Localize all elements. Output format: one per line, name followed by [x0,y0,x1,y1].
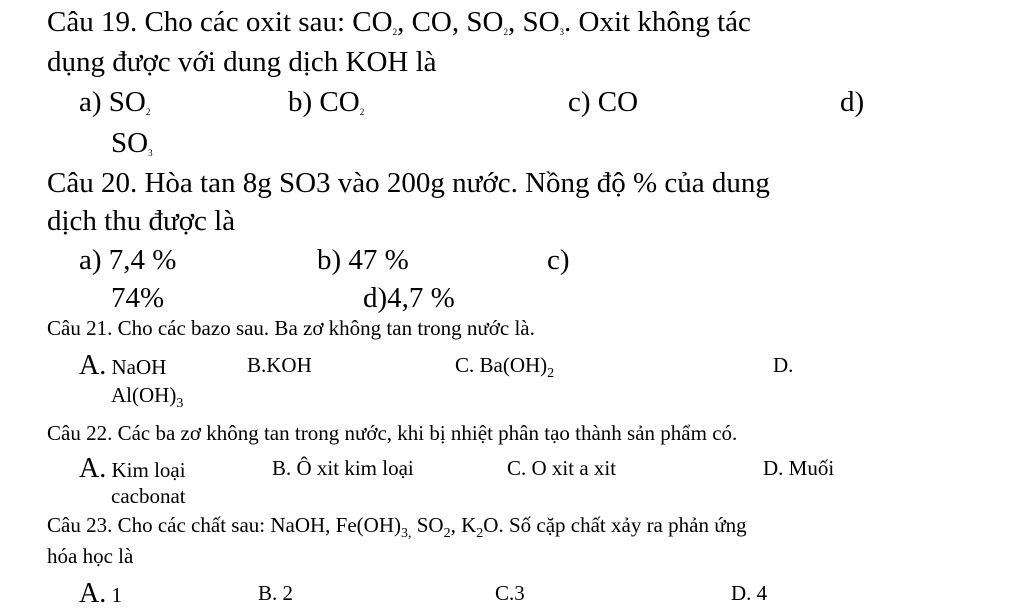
q19-option-a[interactable]: a) $SO_2$ [79,86,151,118]
q20-option-b[interactable]: b) 47 % [317,244,409,276]
q19-stem-prefix: Câu 19. Cho các oxit sau: [47,6,353,38]
q22-option-a[interactable]: A. Kim loại [79,453,186,484]
q19-oxide-3: $SO_2$, [466,6,523,38]
q19-stem-line1 [47,8,751,37]
q19-oxide-2: CO, [411,6,467,38]
q20-stem-line2: dịch thu được là [47,205,236,237]
q23-option-b[interactable]: B. 2 [258,581,294,605]
q21-option-d[interactable]: D. [773,353,794,377]
q23-option-a[interactable]: A. 1 [79,578,122,609]
q23-option-c[interactable]: C.3 [495,581,525,605]
q22-stem: Câu 22. Các ba zơ không tan trong nước, khi bị nhiệt phân tạo thành sản phẩm có. [47,421,738,445]
q21-stem: Câu 21. Cho các bazo sau. Ba zơ không tan trong nước là. [47,316,535,340]
q22-option-d-continued: cacbonat [111,484,186,508]
q20-option-c-continued: 74% [111,282,165,314]
q21-option-b[interactable]: B.KOH [247,353,312,377]
q23-option-d[interactable]: D. 4 [731,581,768,605]
q22-option-b[interactable]: B. Ô xit kim loại [272,456,414,480]
q19-option-b[interactable]: b) $CO_2$ [288,86,365,118]
q22-option-c[interactable]: C. O xit a xit [507,456,617,480]
q22-option-d[interactable]: D. Muối [763,456,835,480]
q23-stem-line1: Câu 23. Cho các chất sau: NaOH, $Fe(OH)_{3,}$ $SO_2$, $K_2O$. Số cặp chất xảy ra phản ứng [47,513,747,541]
q20-option-a[interactable]: a) 7,4 % [79,244,177,276]
q19-stem-line2: dụng được với dung dịch KOH là [47,46,437,78]
q21-option-a[interactable]: A. NaOH [79,350,167,381]
q21-option-d-continued: $Al(OH)_3$ [111,383,184,411]
q19-oxide-1: $CO_2$, [352,6,412,38]
q19-option-d[interactable]: d) [840,86,865,118]
q19-option-d-continued: $SO_3$ [111,127,153,159]
q20-option-d[interactable]: d)4,7 % [363,282,455,314]
q20-stem-line1: Câu 20. Hòa tan 8g SO3 vào 200g nước. Nồng độ % của dung [47,167,770,199]
q21-option-c[interactable]: C. $Ba(OH)_2$ [455,353,555,381]
q19-oxide-4: $SO_3$ [522,6,565,38]
q23-stem-line2: hóa học là [47,544,134,568]
q19-option-c[interactable]: c) CO [568,86,639,118]
q20-option-c[interactable]: c) [547,244,570,276]
q19-stem-suffix: . Oxit không tác [564,6,751,38]
